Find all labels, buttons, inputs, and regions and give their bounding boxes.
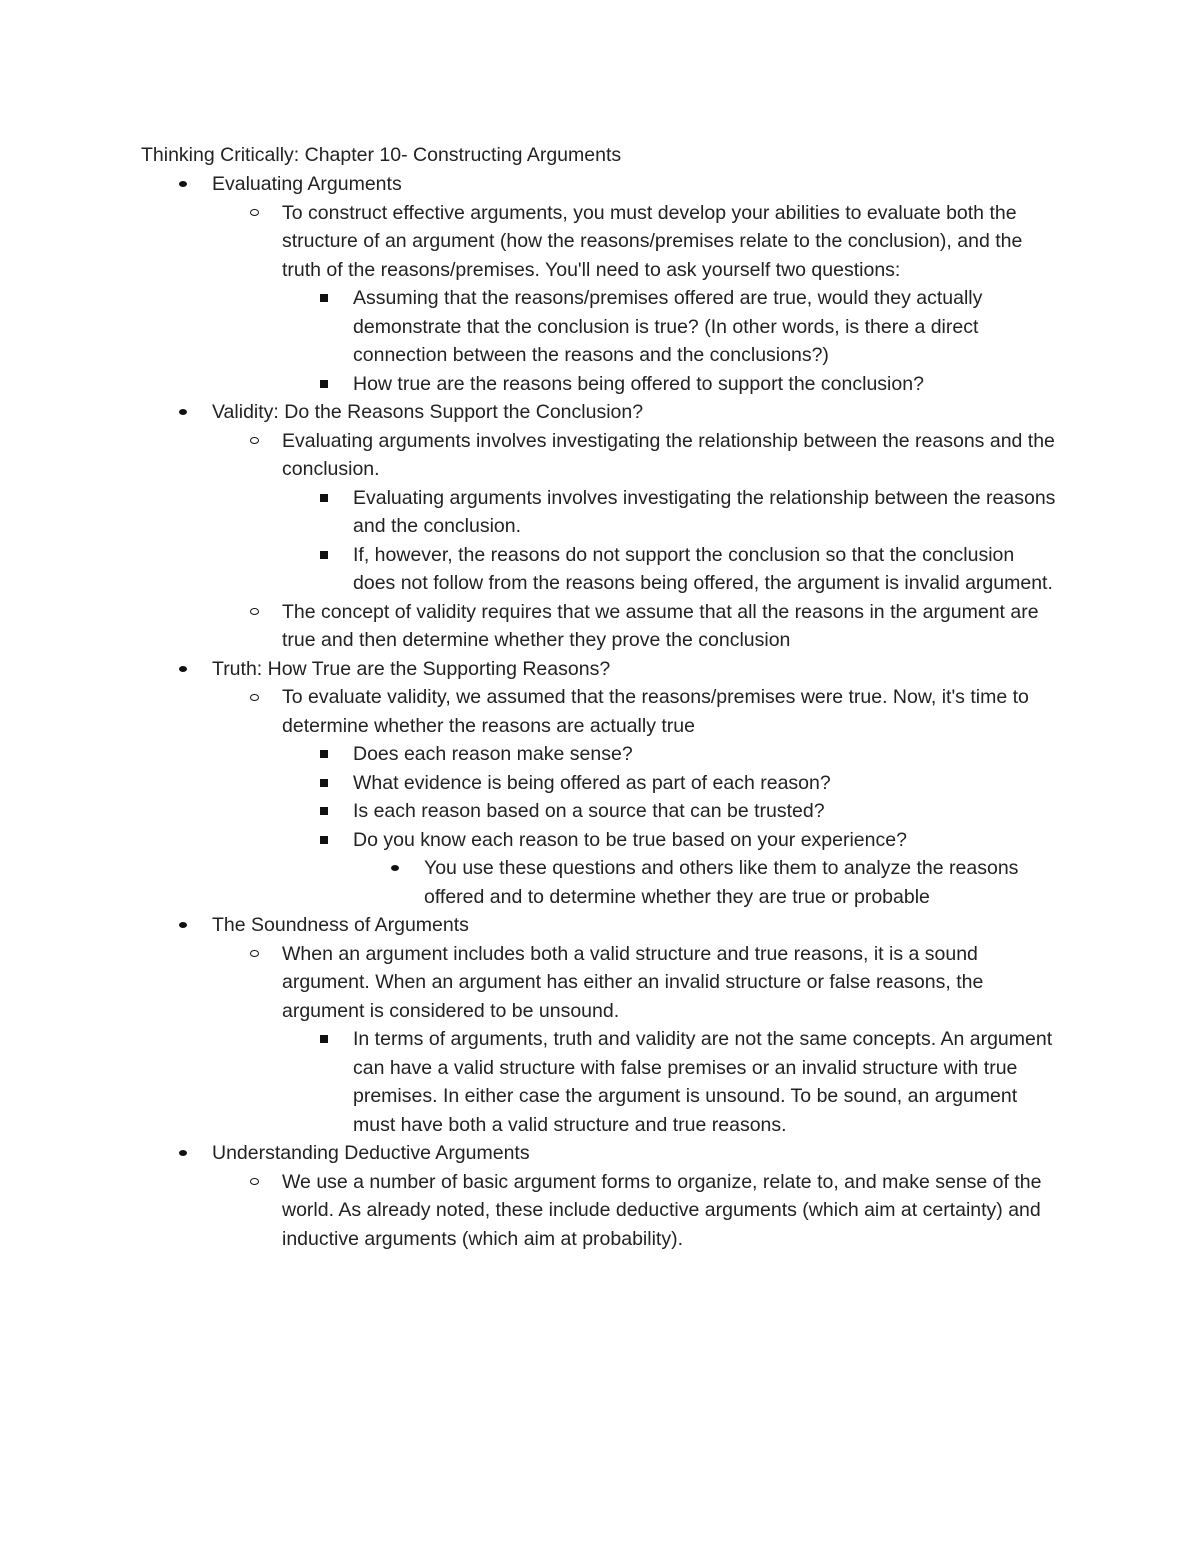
list-item xyxy=(0,598,1062,655)
bullet-square-icon xyxy=(316,1025,332,1054)
list-item xyxy=(0,370,1058,399)
list-item-text: How true are the reasons being offered to support the conclusion? xyxy=(353,372,924,395)
list-item-text: In terms of arguments, truth and validity are not the same concepts. An argument can have a valid structure with false premises or an invalid structure with true premises. In either case the argument is unsound. To be sound, an argument must have both a valid structure and true reasons. xyxy=(353,1028,1053,1136)
list-item xyxy=(0,797,1058,826)
list-item xyxy=(0,740,1058,769)
list-item xyxy=(0,1025,1058,1139)
bullet-square-icon xyxy=(316,826,332,855)
bullet-circle-icon xyxy=(246,683,262,712)
list-item-text: Evaluating arguments involves investigating the relationship between the reasons and the conclusion. xyxy=(353,486,1056,537)
outline-list xyxy=(0,170,1200,1253)
list-item-text: Is each reason based on a source that can be trusted? xyxy=(353,800,825,822)
list-item xyxy=(0,427,1062,484)
bullet-square-icon xyxy=(316,541,332,570)
bullet-disc-icon xyxy=(175,655,191,684)
bullet-circle-icon xyxy=(246,598,262,627)
list-item-text: Do you know each reason to be true based on your experience? xyxy=(353,828,907,851)
bullet-square-icon xyxy=(316,284,332,313)
list-item-text: What evidence is being offered as part of each reason? xyxy=(353,771,831,794)
list-item xyxy=(0,398,1062,427)
document-title: Thinking Critically: Chapter 10- Constructing Arguments xyxy=(141,144,622,166)
bullet-square-icon xyxy=(316,740,332,769)
list-item-text: The Soundness of Arguments xyxy=(212,914,469,936)
list-item xyxy=(0,854,1064,911)
list-item-text: To evaluate validity, we assumed that the reasons/premises were true. Now, it's time to determine whether the reasons are actually true xyxy=(282,686,1029,737)
list-item xyxy=(0,541,1058,598)
bullet-circle-icon xyxy=(246,1168,262,1197)
bullet-circle-icon xyxy=(246,427,262,456)
list-item xyxy=(0,1139,1062,1168)
list-item-text: If, however, the reasons do not support the conclusion so that the conclusion does not follow from the reasons being offered, the argument is invalid argument. xyxy=(353,543,1053,594)
list-item-text: You use these questions and others like them to analyze the reasons offered and to determine whether they are true or probable xyxy=(424,857,1019,908)
list-item xyxy=(0,484,1058,541)
list-item xyxy=(0,655,1062,684)
list-item xyxy=(0,683,1062,740)
list-item xyxy=(0,1168,1062,1254)
list-item-text: When an argument includes both a valid structure and true reasons, it is a sound argument. When an argument has either an invalid structure or false reasons, the argument is considered to be unsound. xyxy=(282,942,984,1022)
bullet-disc-icon xyxy=(175,911,191,940)
bullet-disc-icon xyxy=(387,854,403,883)
list-item-text: We use a number of basic argument forms to organize, relate to, and make sense of the world. As already noted, these include deductive arguments (which aim at certainty) and inductive arguments (which aim at probability). xyxy=(282,1170,1042,1250)
list-item xyxy=(0,284,1058,370)
list-item xyxy=(0,170,1062,199)
list-item-text: Truth: How True are the Supporting Reasons? xyxy=(212,657,611,680)
bullet-disc-icon xyxy=(175,170,191,199)
list-item-text: Assuming that the reasons/premises offered are true, would they actually demonstrate that the conclusion is true? (In other words, is there a direct connection between the reasons and the conclusions?) xyxy=(353,287,983,366)
list-item-text: Does each reason make sense? xyxy=(353,743,633,765)
bullet-disc-icon xyxy=(175,1139,191,1168)
list-item xyxy=(0,911,1062,940)
list-item-text: Evaluating Arguments xyxy=(212,173,402,195)
bullet-square-icon xyxy=(316,769,332,798)
list-item-text: To construct effective arguments, you must develop your abilities to evaluate both the structure of an argument (how the reasons/premises relate to the conclusion), and the truth of the reasons/premises. You'll need to ask yourself two questions: xyxy=(282,201,1023,281)
bullet-square-icon xyxy=(316,370,332,399)
list-item xyxy=(0,199,1062,285)
list-item-text: Understanding Deductive Arguments xyxy=(212,1142,530,1164)
bullet-circle-icon xyxy=(246,940,262,969)
list-item-text: The concept of validity requires that we assume that all the reasons in the argument are true and then determine whether they prove the conclusion xyxy=(282,600,1039,651)
list-item xyxy=(0,769,1058,798)
bullet-disc-icon xyxy=(175,398,191,427)
list-item-text: Evaluating arguments involves investigating the relationship between the reasons and the conclusion. xyxy=(282,429,1055,480)
list-item xyxy=(0,826,1058,855)
list-item-text: Validity: Do the Reasons Support the Conclusion? xyxy=(212,401,644,423)
bullet-square-icon xyxy=(316,797,332,826)
bullet-square-icon xyxy=(316,484,332,513)
list-item xyxy=(0,940,1062,1026)
bullet-circle-icon xyxy=(246,199,262,228)
